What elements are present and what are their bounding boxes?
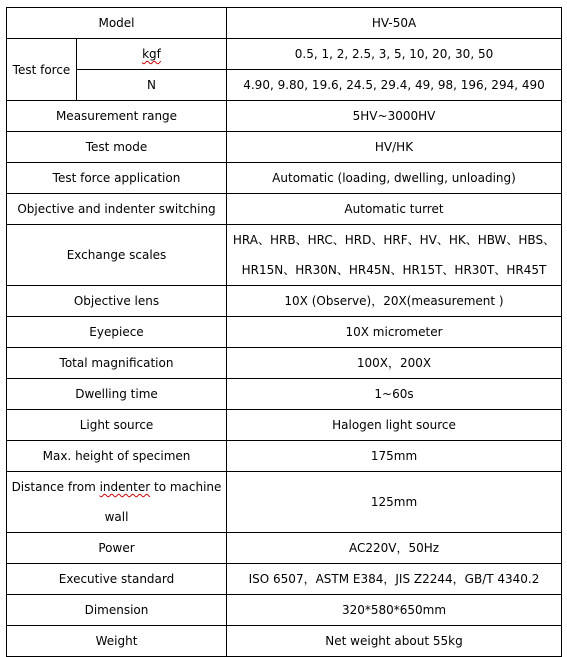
test-force-label: Test force	[7, 39, 77, 101]
row-exchange-scales	[7, 225, 562, 286]
eyepiece-label: Eyepiece	[7, 317, 227, 348]
power-value: AC220V，50Hz	[227, 533, 562, 564]
row-test-force-kgf	[7, 39, 562, 70]
dimension-value: 320*580*650mm	[227, 595, 562, 626]
row-power	[7, 533, 562, 564]
row-model	[7, 8, 562, 39]
row-eyepiece	[7, 317, 562, 348]
max-height-label: Max. height of specimen	[7, 441, 227, 472]
max-height-value: 175mm	[227, 441, 562, 472]
distance-label-pre: Distance from	[11, 480, 100, 494]
measurement-range-value: 5HV~3000HV	[227, 101, 562, 132]
weight-value: Net weight about 55kg	[227, 626, 562, 657]
measurement-range-label: Measurement range	[7, 101, 227, 132]
exchange-scales-line-1: HRA、HRB、HRC、HRD、HRF、HV、HK、HBW、HBS、	[232, 233, 556, 247]
model-label: Model	[7, 8, 227, 39]
row-test-force-application	[7, 163, 562, 194]
executive-standard-label: Executive standard	[7, 564, 227, 595]
row-objective-lens	[7, 286, 562, 317]
test-mode-value: HV/HK	[227, 132, 562, 163]
exchange-scales-line-2: HR15N、HR30N、HR45N、HR15T、HR30T、HR45T	[241, 263, 547, 277]
test-force-kgf-unit	[77, 39, 227, 70]
test-mode-label: Test mode	[7, 132, 227, 163]
test-force-kgf-value: 0.5, 1, 2, 2.5, 3, 5, 10, 20, 30, 50	[227, 39, 562, 70]
spellcheck-indenter: indenter	[99, 480, 151, 494]
spec-table	[6, 7, 562, 657]
row-objective-switching	[7, 194, 562, 225]
light-source-label: Light source	[7, 410, 227, 441]
distance-value: 125mm	[227, 472, 562, 533]
row-executive-standard	[7, 564, 562, 595]
test-force-application-value: Automatic (loading, dwelling, unloading)	[227, 163, 562, 194]
row-light-source	[7, 410, 562, 441]
distance-label-line-1	[11, 472, 222, 502]
total-magnification-label: Total magnification	[7, 348, 227, 379]
row-weight	[7, 626, 562, 657]
row-total-magnification	[7, 348, 562, 379]
eyepiece-value: 10X micrometer	[227, 317, 562, 348]
power-label: Power	[7, 533, 227, 564]
row-distance	[7, 472, 562, 533]
dwelling-time-label: Dwelling time	[7, 379, 227, 410]
test-force-application-label: Test force application	[7, 163, 227, 194]
row-max-height	[7, 441, 562, 472]
exchange-scales-label: Exchange scales	[7, 225, 227, 286]
weight-label: Weight	[7, 626, 227, 657]
objective-lens-label: Objective lens	[7, 286, 227, 317]
objective-switching-label: Objective and indenter switching	[7, 194, 227, 225]
exchange-scales-value	[227, 225, 562, 286]
total-magnification-value: 100X，200X	[227, 348, 562, 379]
row-dimension	[7, 595, 562, 626]
test-force-n-value: 4.90, 9.80, 19.6, 24.5, 29.4, 49, 98, 196, 294, 490	[227, 70, 562, 101]
row-measurement-range	[7, 101, 562, 132]
spellcheck-kgf: kgf	[142, 47, 161, 61]
dimension-label: Dimension	[7, 595, 227, 626]
model-value: HV-50A	[227, 8, 562, 39]
row-test-mode	[7, 132, 562, 163]
distance-label	[7, 472, 227, 533]
distance-label-post: to machine	[150, 480, 222, 494]
row-test-force-n	[7, 70, 562, 101]
test-force-n-unit: N	[77, 70, 227, 101]
objective-lens-value: 10X (Observe)，20X(measurement )	[227, 286, 562, 317]
row-dwelling-time	[7, 379, 562, 410]
light-source-value: Halogen light source	[227, 410, 562, 441]
executive-standard-value: ISO 6507，ASTM E384，JIS Z2244，GB/T 4340.2	[227, 564, 562, 595]
distance-label-line-2: wall	[104, 510, 129, 524]
dwelling-time-value: 1~60s	[227, 379, 562, 410]
objective-switching-value: Automatic turret	[227, 194, 562, 225]
